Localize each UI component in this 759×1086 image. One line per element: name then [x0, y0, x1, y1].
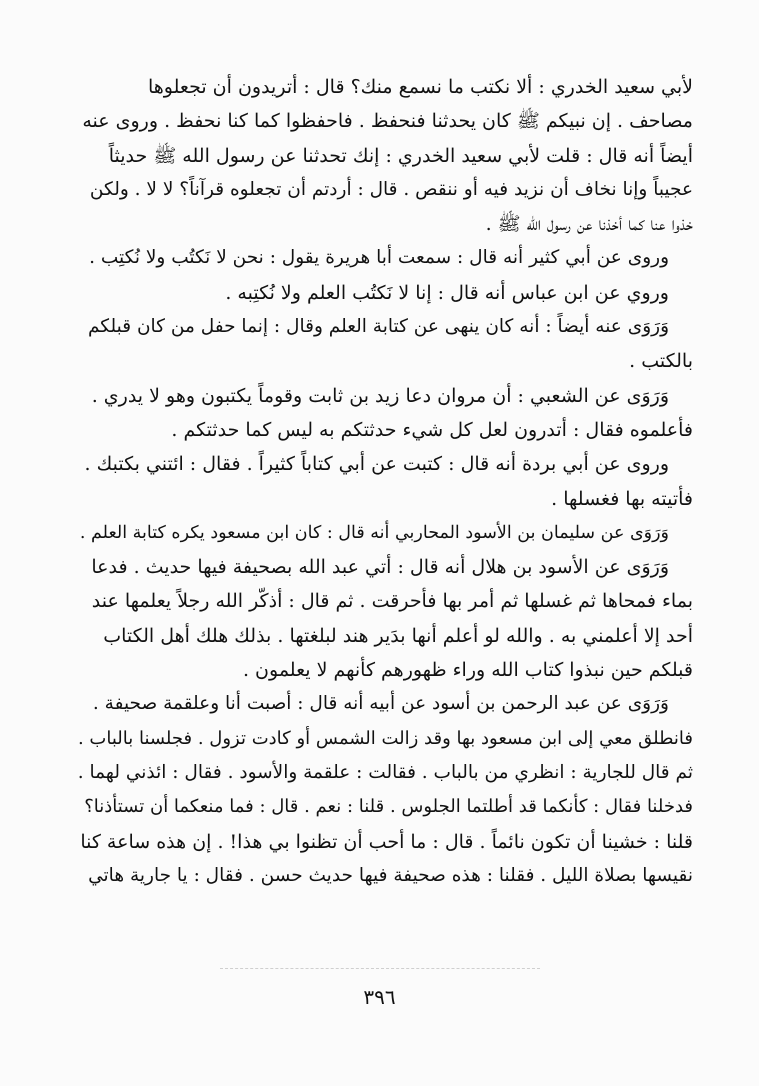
text-line: قلنا : خشينا أن تكون نائماً . قال : ما أحب أن تظنوا بي هذا! . إن هذه ساعة كنا [80, 830, 693, 853]
text-line: فدخلنا فقال : كأنكما قد أطلتما الجلوس . قلنا : نعم . قال : فما منعكما أن تستأذنا؟ [84, 796, 693, 818]
text-line: قبلكم حين نبذوا كتاب الله وراء ظهورهم كأنهم لا يعلمون . [242, 659, 693, 682]
text-line: وَرَوَى عن سليمان بن الأسود المحاربي أنه قال : كان ابن مسعود يكره كتابة العلم . [79, 522, 669, 543]
text-line: وَرَوَى عن عبد الرحمن بن أسود عن أبيه أنه قال : أصبت أنا وعلقمة صحيفة . [92, 693, 669, 715]
text-line: عجيباً وإنا نخاف أن نزيد فيه أو ننقص . قال : أردتم أن تجعلوه قرآناً؟ لا لا . ولكن [89, 178, 693, 200]
footer-divider [220, 968, 540, 969]
text-line: مصاحف . إن نبيكم ﷺ كان يحدثنا فنحفظ . فاحفظوا كما كنا نحفظ . وروى عنه [82, 110, 693, 133]
text-line: نقيسها بصلاة الليل . فقلنا : هذه صحيفة فيها حديث حسن . فقال : يا جارية هاتي [88, 864, 693, 886]
body-text [78, 70, 693, 893]
text-line: فانطلق معي إلى ابن مسعود بها وقد زالت الشمس أو كادت تزول . فجلسنا بالباب . [78, 727, 693, 749]
text-line: بالكتب . [629, 350, 693, 373]
text-line: أحد إلا أعلمني به . والله لو أعلم أنها بدَير هند لبلغتها . بذلك هلك أهل الكتاب [103, 624, 693, 647]
text-line: وروى عن أبي كثير أنه قال : سمعت أبا هريرة يقول : نحن لا نَكتُب ولا نُكتِب . [89, 247, 669, 269]
text-line: بماء فمحاها ثم غسلها ثم أمر بها فأحرقت . ثم قال : أذكّر الله رجلاً يعلمها عند [91, 590, 693, 613]
text-line: وروى عن أبي بردة أنه قال : كتبت عن أبي كتاباً كثيراً . فقال : ائتني بكتبك . [84, 453, 669, 476]
text-line: لأبي سعيد الخدري : ألا نكتب ما نسمع منك؟ قال : أتريدون أن تجعلوها [148, 76, 693, 98]
page-number: ٣٩٦ [363, 985, 396, 1009]
text-line: وَرَوَى عنه أيضاً : أنه كان ينهى عن كتابة العلم وقال : إنما حفل من كان قبلكم [88, 316, 669, 338]
text-line: وَرَوَى عن الأسود بن هلال أنه قال : أتي عبد الله بصحيفة فيها حديث . فدعا [91, 556, 669, 579]
text-line: وروي عن ابن عباس أنه قال : إنا لا نَكتُب العلم ولا نُكتِبه . [225, 281, 669, 304]
text-line: فأعلموه فقال : أتدرون لعل كل شيء حدثتكم به ليس كما حدثتكم . [171, 418, 693, 441]
text-line: ثم قال للجارية : انظري من بالباب . فقالت : علقمة والأسود . فقال : ائذني لهما . [78, 761, 693, 783]
text-line: خذوا عنا كما أخذنا عن رسول الله ﷺ . [485, 213, 693, 236]
text-line: وَرَوَى عن الشعبي : أن مروان دعا زيد بن ثابت وقوماً يكتبون وهو لا يدري . [91, 384, 669, 407]
text-line: أيضاً أنه قال : قلت لأبي سعيد الخدري : إنك تحدثنا عن رسول الله ﷺ حديثاً [108, 144, 693, 167]
text-line: فأتيته بها فغسلها . [551, 487, 693, 510]
